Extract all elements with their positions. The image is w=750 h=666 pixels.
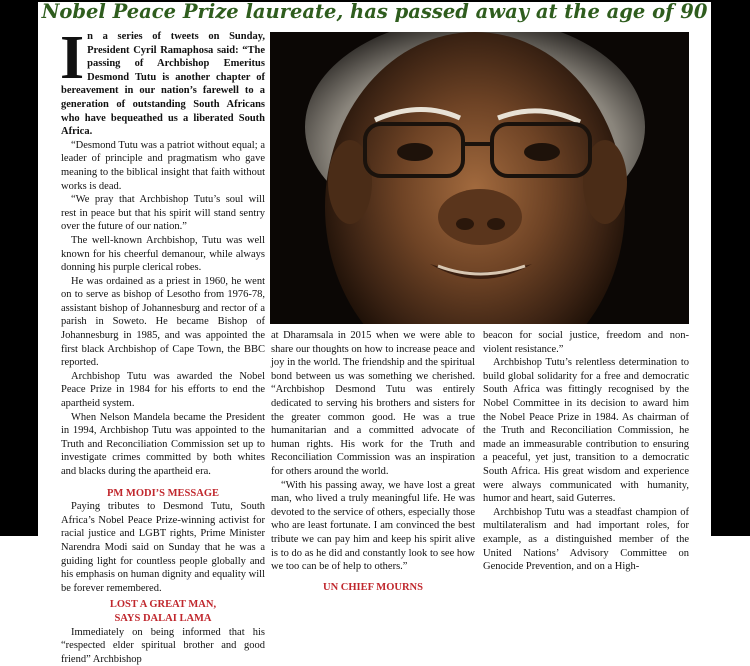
subhead-modi: PM MODI’S MESSAGE (106, 487, 219, 499)
article-column-2 (271, 329, 475, 594)
subhead-un-chief: UN CHIEF MOURNS (323, 581, 423, 593)
paragraph: He was ordained as a priest in 1960, he went on to serve as bishop of Lesotho from 1976-78, assistant bishop of Johannesburg and rector of a parish in Soweto. He became Bishop of Johannesburg in 1985, and was appointed the first black Archbishop of Cape Town, the BBC reported. (61, 275, 265, 369)
paragraph: Archbishop Tutu was a steadfast champion of multilateralism and had important roles, for example, as a distinguished member of the United Nations’ Advisory Committee on Genocide Prevention, and on a High- (483, 506, 689, 573)
paragraph: “Desmond Tutu was a patriot without equal; a leader of principle and pragmatism who gave meaning to the biblical insight that faith without works is dead. (61, 139, 265, 192)
drop-cap: I (60, 24, 85, 92)
paragraph: at Dharamsala in 2015 when we were able to share our thoughts on how to increase peace and joy in the world. The friendship and the spiritual bond between us was something we cherished. “Archbishop Desmond Tutu was entirely dedicated to serving his brothers and sisters for the greater common good. He was a true humanitarian and a committed advocate of human rights. His work for the Truth and Reconciliation Commission was an inspiration for others around the world. (271, 330, 475, 477)
lead-paragraph (60, 24, 265, 139)
paragraph: The well-known Archbishop, Tutu was well known for his cheerful demanour, while always donning his purple clerical robes. (61, 234, 265, 274)
paragraph: When Nelson Mandela became the President in 1994, Archbishop Tutu was appointed to the Truth and Reconciliation Commission set up to investigate crimes committed by both whites and blacks during the apartheid era. (61, 411, 265, 477)
paragraph: “We pray that Archbishop Tutu’s soul will rest in peace but that his spirit will stand sentry over the future of our nation.” (61, 194, 265, 233)
headline: Nobel Peace Prize laureate, has passed away at the age of 90 (41, 0, 708, 23)
subhead-dalai-lama-line1: LOST A GREAT MAN, (109, 599, 217, 611)
paragraph: Immediately on being informed that his “respected elder spiritual brother and good friend” Archbishop (61, 626, 265, 665)
subhead-dalai-lama-line2: SAYS DALAI LAMA (114, 612, 212, 624)
article-column-3 (483, 329, 689, 574)
paragraph: Archbishop Tutu’s relentless determination to build global solidarity for a free and democratic South Africa was fittingly recognised by the Nobel Committee in its decision to award him the Nobel Peace Prize in 1984. As chairman of the Truth and Reconciliation Commission, he made an immeasurable contribution to ensuring a peaceful, yet just, transition to a democratic South Africa. His great wisdom and experience were always communicated with humanity, humor and heart, said Guterres. (483, 357, 689, 505)
paragraph: beacon for social justice, freedom and non-violent resistance.” (483, 330, 689, 355)
left-border (0, 0, 38, 536)
portrait-illustration (270, 32, 689, 324)
lead-text: n a series of tweets on Sunday, President Cyril Ramaphosa said: “The passing of Archbishop Emeritus Desmond Tutu is another chapter of bereavement in our nation’s farewell to a generation of outstanding South Africans who have bequeathed us a liberated South Africa. (61, 31, 265, 138)
paragraph: “With his passing away, we have lost a great man, who lived a truly meaningful life. He was devoted to the service of others, especially those who are least fortunate. I am convinced the best tribute we can pay him and keep his spirit alive is to do as he did and constantly look to see how we too can be of help to others.” (271, 479, 475, 573)
article-column-1 (60, 24, 265, 666)
paragraph: Paying tributes to Desmond Tutu, South Africa’s Nobel Peace Prize-winning activist for racial justice and LGBT rights, Prime Minister Narendra Modi said on Sunday that he was a guiding light for countless people globally and his emphasis on human dignity and equality will be forever remembered. (61, 501, 265, 594)
tutu-portrait-photo (270, 32, 689, 324)
paragraph: Archbishop Tutu was awarded the Nobel Peace Prize in 1984 for his efforts to end the apartheid system. (61, 370, 265, 410)
right-border (711, 0, 750, 536)
